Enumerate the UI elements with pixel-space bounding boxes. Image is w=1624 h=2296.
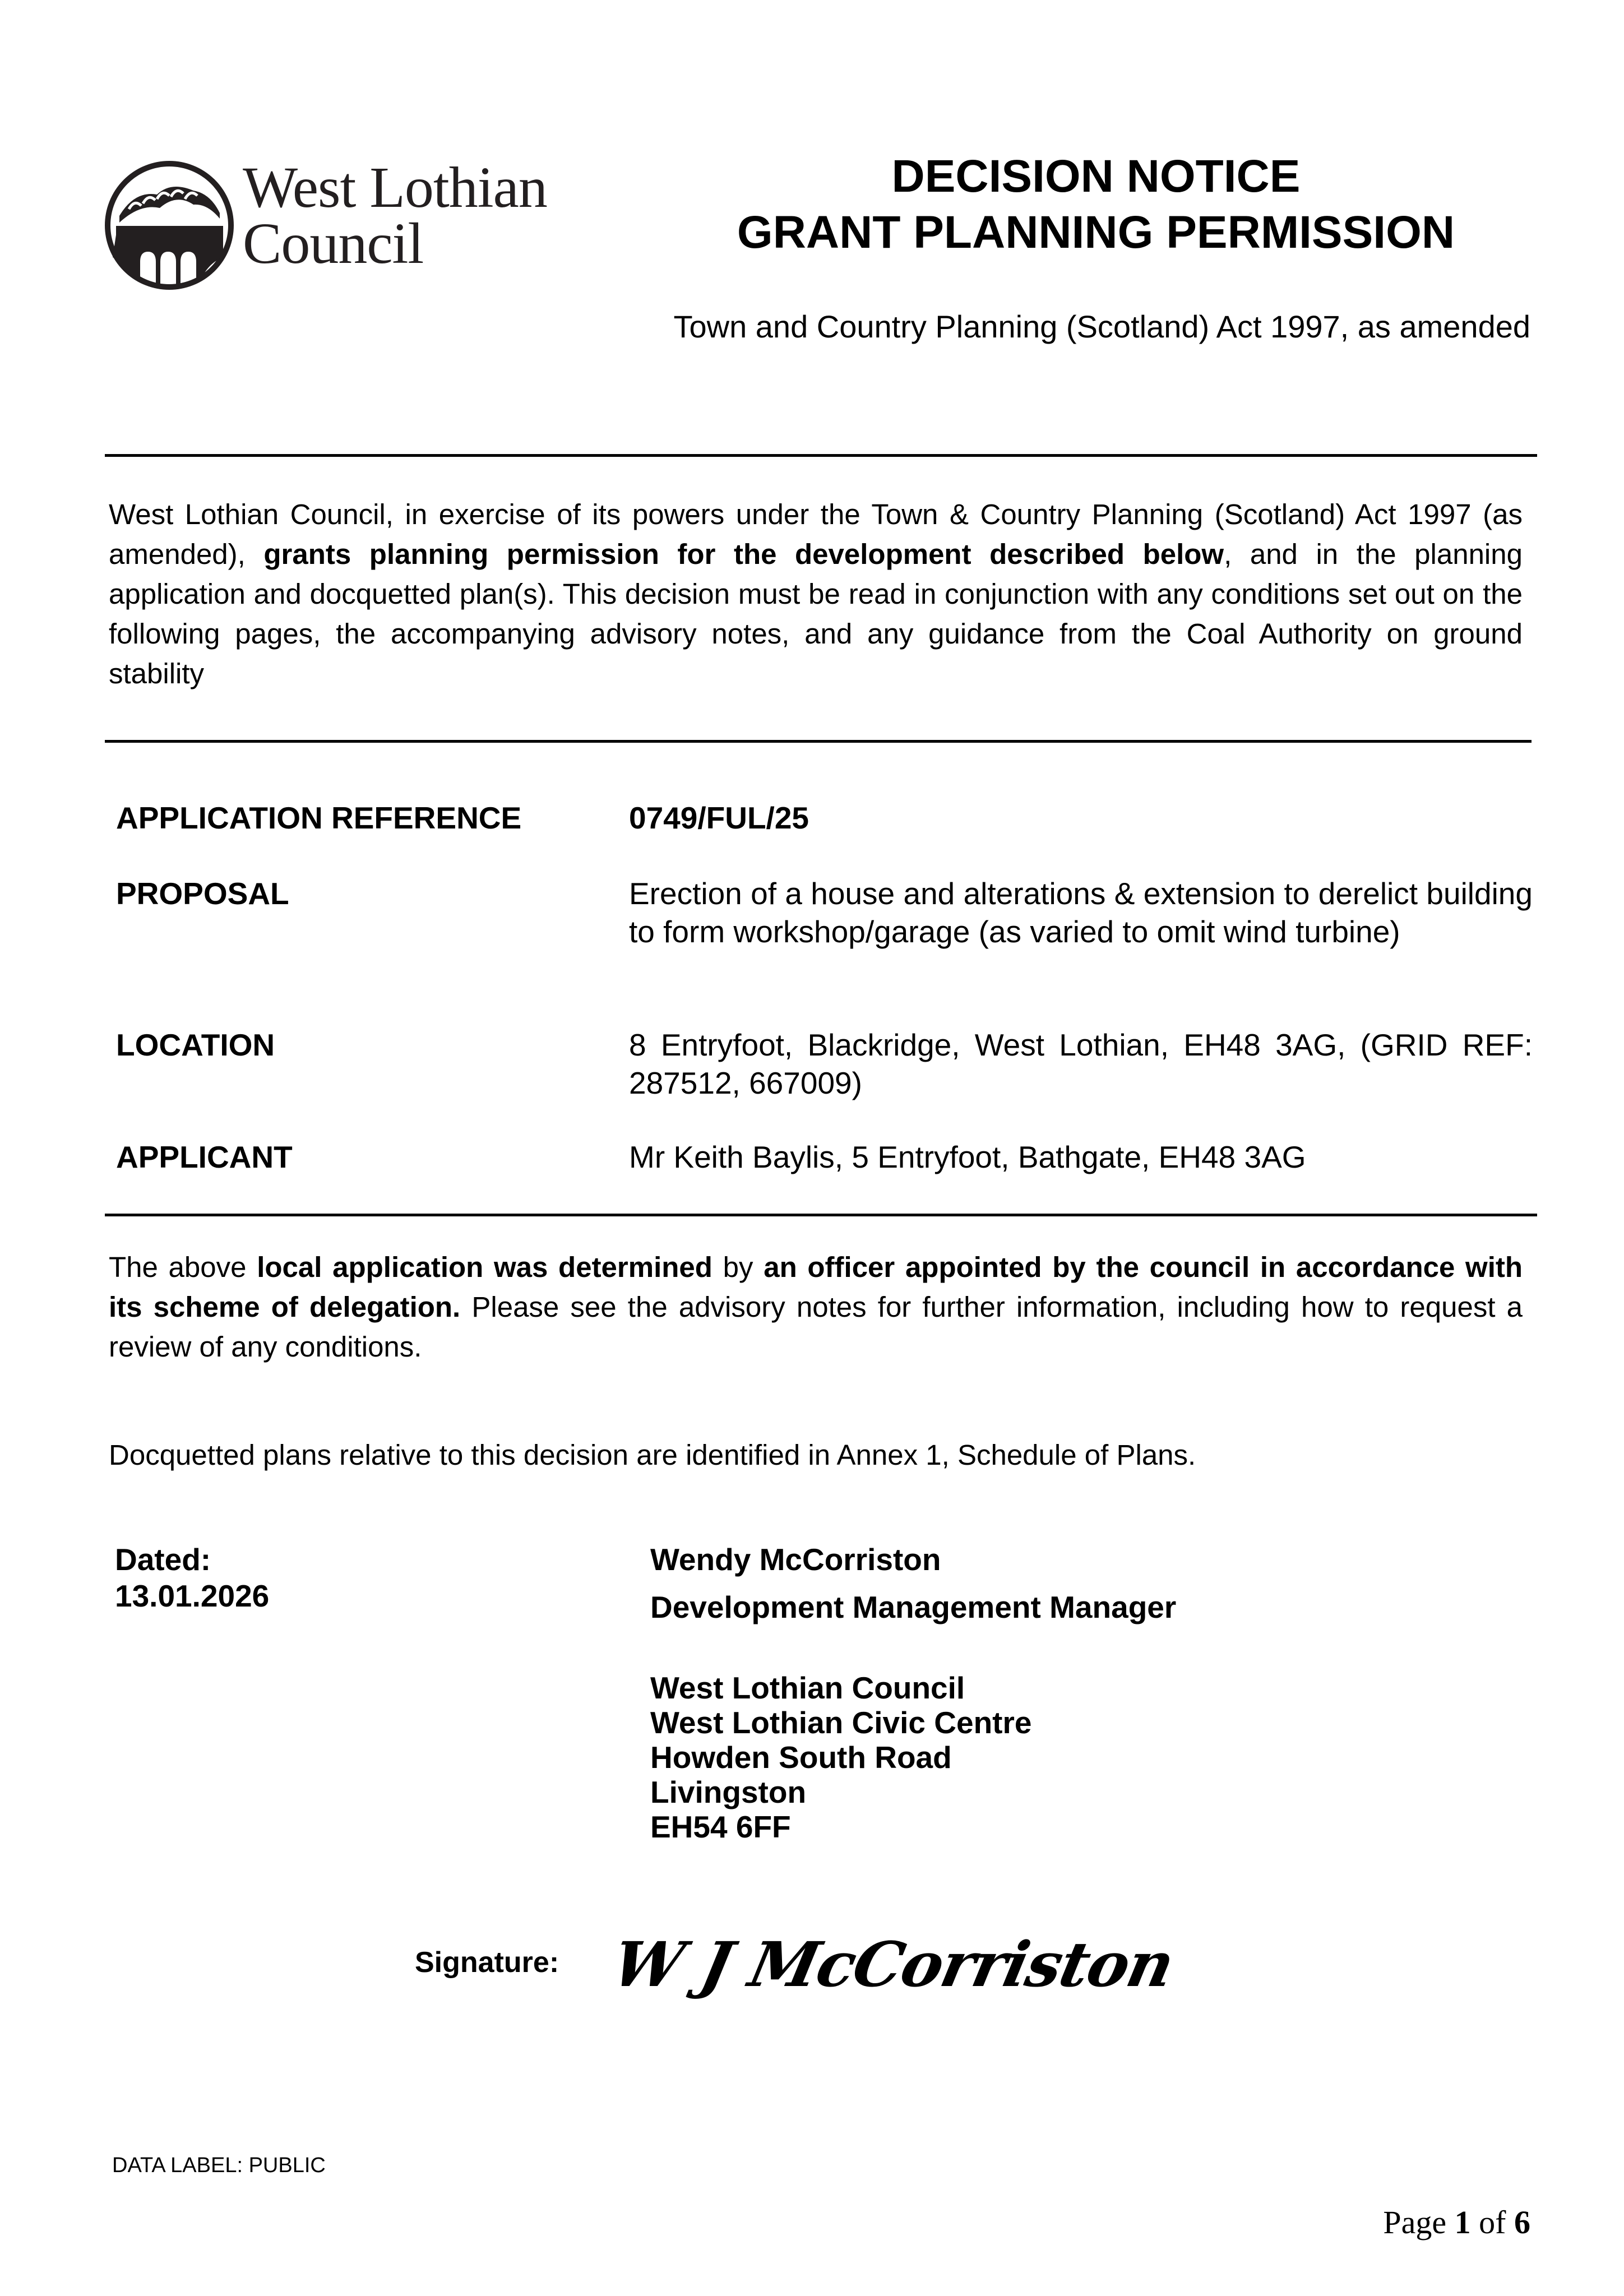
- address-line-5: EH54 6FF: [650, 1809, 791, 1844]
- divider-2: [105, 740, 1532, 743]
- det-bold-1: local application was determined: [257, 1251, 712, 1283]
- divider-3: [105, 1214, 1537, 1216]
- address-line-4: Livingston: [650, 1775, 807, 1809]
- page-of: of: [1470, 2204, 1514, 2241]
- label-application-reference: APPLICATION REFERENCE: [116, 800, 522, 835]
- intro-paragraph: [109, 494, 1523, 693]
- value-applicant: Mr Keith Baylis, 5 Entryfoot, Bathgate, EH48 3AG: [629, 1140, 1306, 1174]
- logo-line-1: West Lothian: [243, 155, 547, 220]
- dated-label: Dated:: [115, 1542, 211, 1577]
- det-text-3: Please see the advisory notes for further information, including how to request a review of any conditions.: [109, 1291, 1523, 1363]
- officer-role: Development Management Manager: [650, 1590, 1177, 1624]
- label-applicant: APPLICANT: [116, 1140, 293, 1174]
- label-proposal: PROPOSAL: [116, 876, 289, 911]
- officer-name: Wendy McCorriston: [650, 1542, 941, 1577]
- intro-bold: grants planning permission for the development described below: [263, 538, 1224, 570]
- council-logo: [104, 155, 608, 294]
- intro-text-2: , and in the planning application and docquetted plan(s). This decision must be read in conjunction with any conditions set out on the following pages, the accompanying advisory notes, and any guidance from the Coal Authority on ground stability: [109, 538, 1523, 689]
- docquetted-note: Docquetted plans relative to this decision are identified in Annex 1, Schedule of Plans.: [109, 1439, 1196, 1471]
- address-line-2: West Lothian Civic Centre: [650, 1705, 1032, 1740]
- page-total: 6: [1514, 2204, 1530, 2241]
- address-line-3: Howden South Road: [650, 1740, 952, 1775]
- logo-wordmark: [243, 155, 547, 276]
- logo-line-2: Council: [243, 211, 424, 276]
- address-line-1: West Lothian Council: [650, 1670, 965, 1705]
- value-application-reference: 0749/FUL/25: [629, 800, 809, 835]
- signature-label: Signature:: [415, 1946, 559, 1979]
- handwritten-signature: W J McCorriston: [606, 1928, 1180, 2001]
- page-word: Page: [1383, 2204, 1455, 2241]
- det-text-2: by: [712, 1251, 764, 1283]
- act-subtitle: Town and Country Planning (Scotland) Act 1997, as amended: [673, 309, 1530, 344]
- data-label: DATA LABEL: PUBLIC: [112, 2154, 326, 2177]
- dated-value: 13.01.2026: [115, 1578, 270, 1613]
- label-location: LOCATION: [116, 1027, 275, 1062]
- title-line-2: GRANT PLANNING PERMISSION: [737, 207, 1455, 258]
- divider-1: [105, 454, 1537, 457]
- value-proposal: Erection of a house and alterations & extension to derelict building to form workshop/garage (as varied to omit wind turbine): [629, 876, 1533, 949]
- title-line-1: DECISION NOTICE: [891, 151, 1301, 202]
- intro-text-1: West Lothian Council, in exercise of its powers under the Town & Country Planning (Scotland) Act 1997 (as amended),: [109, 498, 1523, 570]
- page-number: [1289, 2203, 1530, 2242]
- determination-paragraph: [109, 1247, 1523, 1367]
- officer-address: [650, 1670, 1032, 1844]
- page-current: 1: [1454, 2204, 1471, 2241]
- viaduct-emblem-icon: [104, 160, 235, 291]
- det-text-1: The above: [109, 1251, 257, 1283]
- det-bold-2: an officer appointed by the council in accordance with its scheme of delegation.: [109, 1251, 1523, 1323]
- value-location: 8 Entryfoot, Blackridge, West Lothian, EH48 3AG, (GRID REF: 287512, 667009): [629, 1027, 1533, 1100]
